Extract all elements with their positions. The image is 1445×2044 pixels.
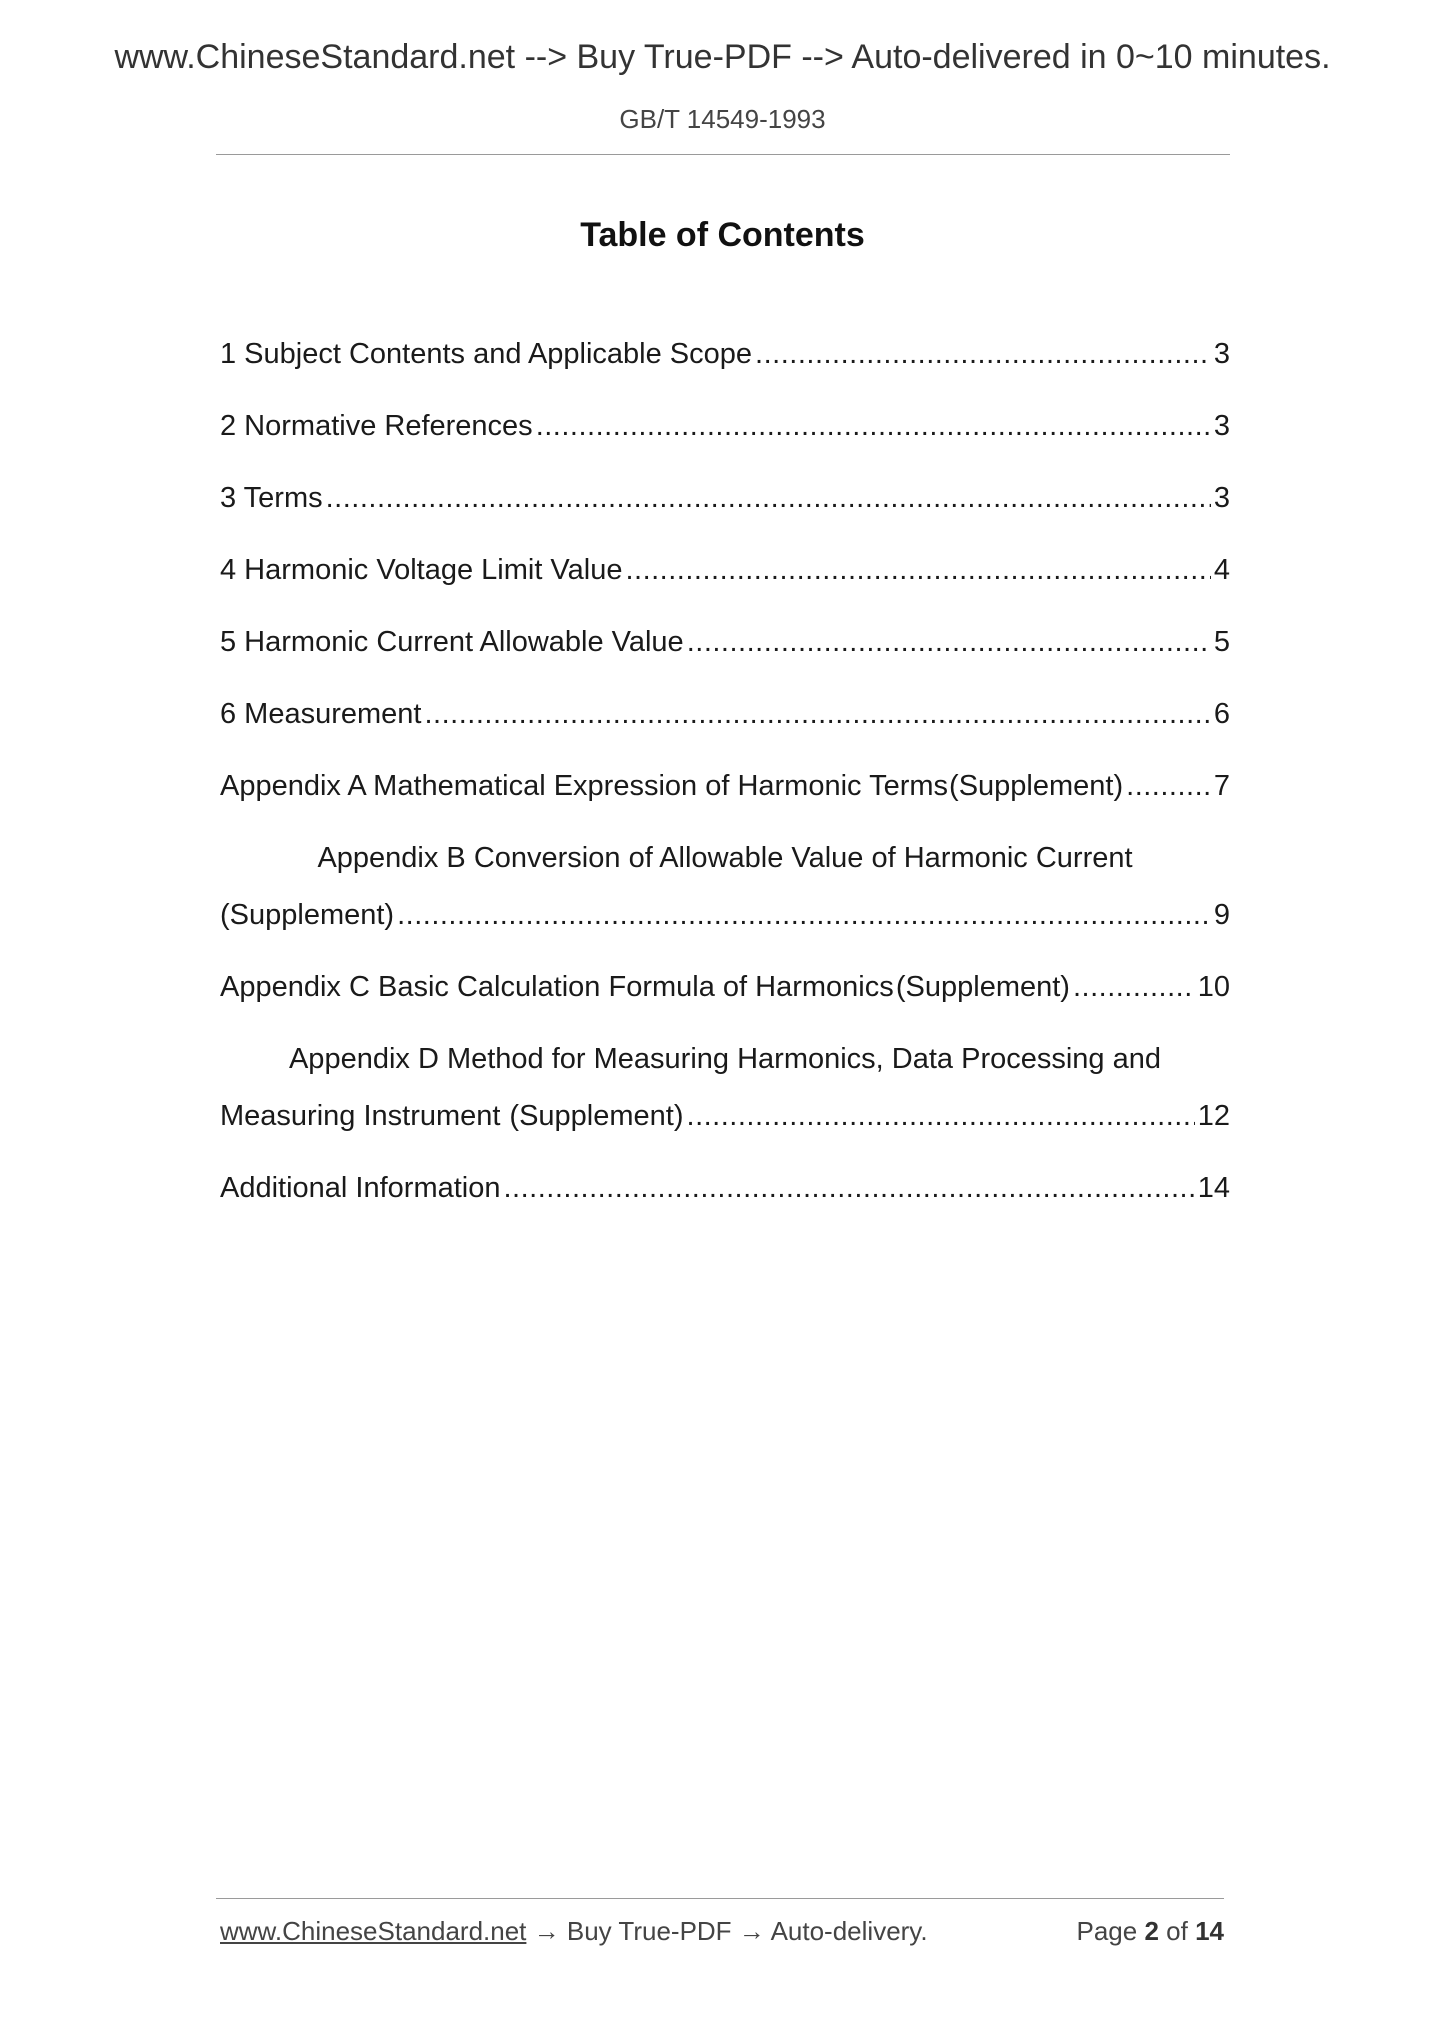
- toc-entry-suffix: (Supplement): [949, 770, 1124, 802]
- document-id: GB/T 14549-1993: [619, 104, 826, 134]
- toc-entry-page: 6: [1213, 698, 1230, 730]
- toc-entry-page: 12: [1197, 1100, 1230, 1132]
- page-word: Page: [1076, 1916, 1138, 1946]
- top-banner: www.ChineseStandard.net --> Buy True-PDF --> Auto-delivered in 0~10 minutes.: [114, 38, 1331, 76]
- of-word: of: [1166, 1916, 1188, 1946]
- toc-entry-label: 4 Harmonic Voltage Limit Value: [220, 554, 623, 586]
- page-counter: [1076, 1916, 1224, 1947]
- header-divider: [216, 154, 1230, 155]
- toc-entry-page: 3: [1213, 338, 1230, 370]
- leader-dots: [326, 482, 1211, 515]
- leader-dots: [425, 698, 1211, 731]
- toc-entry-label: Appendix C Basic Calculation Formula of Harmonics: [220, 971, 894, 1003]
- leader-dots: [504, 1172, 1195, 1205]
- toc-entry-label: 3 Terms: [220, 482, 323, 514]
- page-footer: [220, 1916, 1224, 1947]
- leader-dots: [397, 899, 1211, 932]
- toc-entry-2[interactable]: [220, 410, 1230, 443]
- toc-entry-appendix-b[interactable]: [220, 899, 1230, 932]
- toc-entry-label: 1 Subject Contents and Applicable Scope: [220, 338, 753, 370]
- footer-tagline: → Buy True-PDF → Auto-delivery.: [526, 1916, 928, 1946]
- toc-entry-5[interactable]: [220, 626, 1230, 659]
- toc-entry-page: 3: [1213, 410, 1230, 442]
- toc-entry-label: Appendix A Mathematical Expression of Harmonic Terms: [220, 770, 949, 802]
- toc-entry-label: (Supplement): [220, 899, 395, 931]
- toc-entry-page: 7: [1213, 770, 1230, 802]
- toc-entry-label: Additional Information: [220, 1172, 501, 1204]
- toc-entry-label: 6 Measurement: [220, 698, 422, 730]
- toc-entry-additional-information[interactable]: [220, 1172, 1230, 1205]
- toc-entry-label: 2 Normative References: [220, 410, 533, 442]
- toc-title: Table of Contents: [580, 216, 865, 254]
- toc-entry-page: 14: [1197, 1172, 1230, 1204]
- total-pages-number: 14: [1195, 1916, 1224, 1946]
- leader-dots: [536, 410, 1211, 443]
- toc-entry-label: 5 Harmonic Current Allowable Value: [220, 626, 684, 658]
- toc-entry-page: 4: [1213, 554, 1230, 586]
- toc-entry-page: 5: [1213, 626, 1230, 658]
- toc-entry-appendix-d-line1[interactable]: Appendix D Method for Measuring Harmonics, Data Processing and: [288, 1043, 1162, 1075]
- current-page-number: 2: [1144, 1916, 1159, 1946]
- leader-dots: [625, 554, 1210, 587]
- toc-entry-appendix-b-line1[interactable]: Appendix B Conversion of Allowable Value of Harmonic Current: [317, 842, 1133, 874]
- toc-entry-appendix-c[interactable]: [220, 971, 1230, 1004]
- leader-dots: [687, 1100, 1195, 1133]
- toc-entry-6[interactable]: [220, 698, 1230, 731]
- footer-site-link[interactable]: www.ChineseStandard.net: [220, 1916, 527, 1946]
- leader-dots: [1073, 971, 1195, 1004]
- toc-entry-page: 3: [1213, 482, 1230, 514]
- toc-entry-label: Measuring Instrument: [220, 1100, 501, 1132]
- toc-entry-page: 9: [1213, 899, 1230, 931]
- toc-entry-suffix: (Supplement): [895, 971, 1070, 1003]
- toc-entry-3[interactable]: [220, 482, 1230, 515]
- toc-entry-suffix: (Supplement): [509, 1100, 684, 1132]
- toc-entry-page: 10: [1197, 971, 1230, 1003]
- leader-dots: [1126, 770, 1211, 803]
- toc-entry-appendix-a[interactable]: [220, 770, 1230, 803]
- toc-entry-1[interactable]: [220, 338, 1230, 371]
- toc-entry-appendix-d[interactable]: [220, 1100, 1230, 1133]
- footer-divider: [216, 1898, 1224, 1899]
- leader-dots: [687, 626, 1211, 659]
- toc-entry-4[interactable]: [220, 554, 1230, 587]
- leader-dots: [755, 338, 1211, 371]
